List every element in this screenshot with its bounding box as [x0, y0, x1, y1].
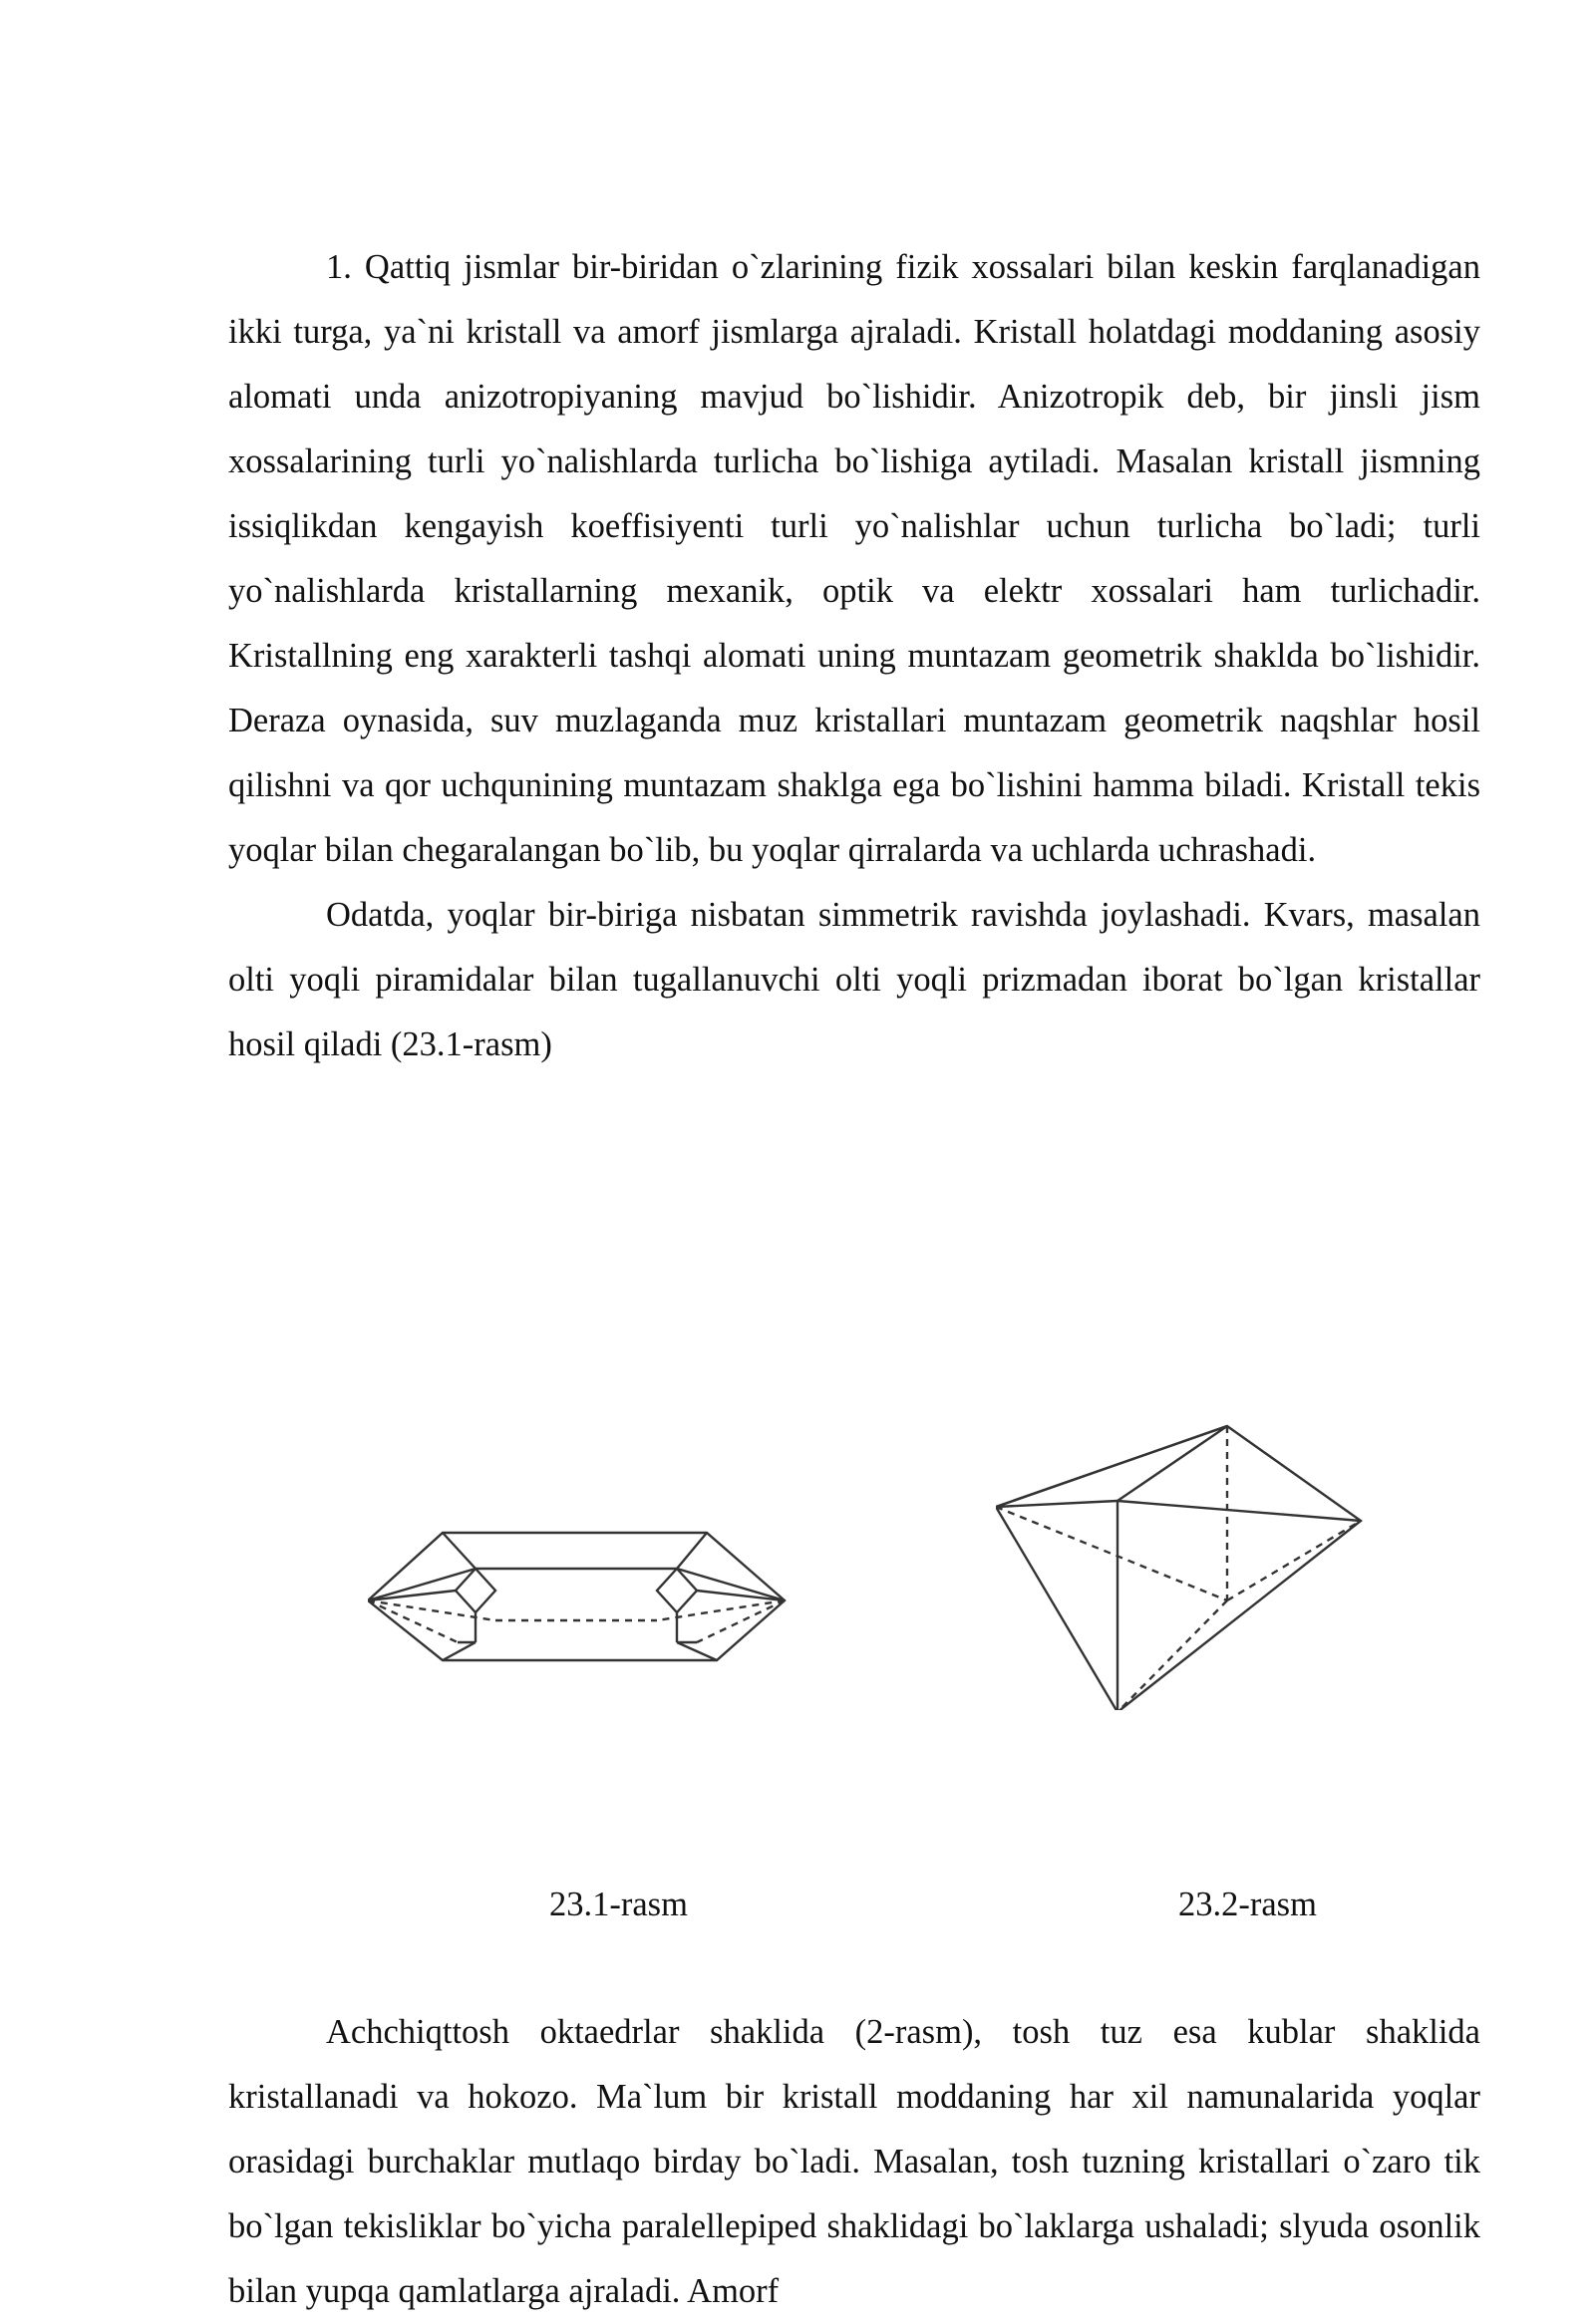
figure-2-caption: 23.2-rasm: [1178, 1886, 1317, 1923]
fig2-hidden-left: [996, 1507, 1227, 1600]
fig1-outline: [368, 1533, 785, 1660]
figure-1-caption: 23.1-rasm: [549, 1886, 688, 1923]
fig2-apex-front: [1117, 1426, 1227, 1501]
fig2-outline: [996, 1426, 1361, 1710]
fig1-left-rhomb: [456, 1569, 495, 1612]
fig2-front-right: [1117, 1501, 1361, 1521]
figures-row: [228, 1421, 1480, 1899]
paragraph-2: Odatda, yoqlar bir-biriga nisbatan simmetrik ravishda joylashadi. Kvars, masalan olti yoqli piramidalar bilan tugallanuvchi olti yoqli prizmadan iborat bo`lgan kristallar hosil qiladi (23.1-rasm): [228, 896, 1480, 1063]
fig1-left-low: [443, 1642, 476, 1660]
paragraph-3: Achchiqttosh oktaedrlar shaklida (2-rasm), tosh tuz esa kublar shaklida kristallanadi va hokozo. Ma`lum bir kristall moddaning har xil namunalarida yoqlar orasidagi burchaklar mutlaqo birday bo`ladi. Masalan, tosh tuzning kristallari o`zaro tik bo`lgan tekisliklar bo`yicha paralellepiped shaklidagi bo`laklarga ushaladi; slyuda osonlik bilan yupqa qamlatlarga ajraladi. Amorf: [228, 2013, 1480, 2310]
bottom-text: [228, 2000, 1480, 2324]
paragraph-1: 1. Qattiq jismlar bir-biridan o`zlarining fizik xossalari bilan keskin farqlanadigan ikki turga, ya`ni kristall va amorf jismlarga ajraladi. Kristall holatdagi moddaning asosiy alomati unda anizotropiyaning mavjud bo`lishidir. Anizotropik deb, bir jinsli jism xossalarining turli yo`nalishlarda turlicha bo`lishiga aytiladi. Masalan kristall jismning issiqlikdan kengayish koeffisiyenti turli yo`nalishlar uchun turlicha bo`ladi; turli yo`nalishlarda kristallarning mexanik, optik va elektr xossalari ham turlichadir. Kristallning eng xarakterli tashqi alomati uning muntazam geometrik shaklda bo`lishidir. Deraza oynasida, suv muzlaganda muz kristallari muntazam geometrik naqshlar hosil qilishni va qor uchqunining muntazam shaklga ega bo`lishini hamma biladi. Kristall tekis yoqlar bilan chegaralangan bo`lib, bu yoqlar qirralarda va uchlarda uchrashadi.: [228, 248, 1480, 869]
fig2-hidden-right: [1227, 1521, 1361, 1600]
document-page: [228, 235, 1480, 2310]
fig1-right-low: [677, 1642, 717, 1660]
fig1-top-face-left: [368, 1533, 476, 1600]
fig2-front-left: [996, 1501, 1117, 1507]
fig2-apex-left: [996, 1426, 1227, 1507]
fig2-hidden-bottom: [1117, 1600, 1227, 1710]
octahedron-crystal-figure: [996, 1421, 1375, 1710]
quartz-crystal-figure: [368, 1451, 787, 1690]
fig1-right-rhomb: [657, 1569, 697, 1612]
fig1-top-face-right: [677, 1533, 785, 1600]
